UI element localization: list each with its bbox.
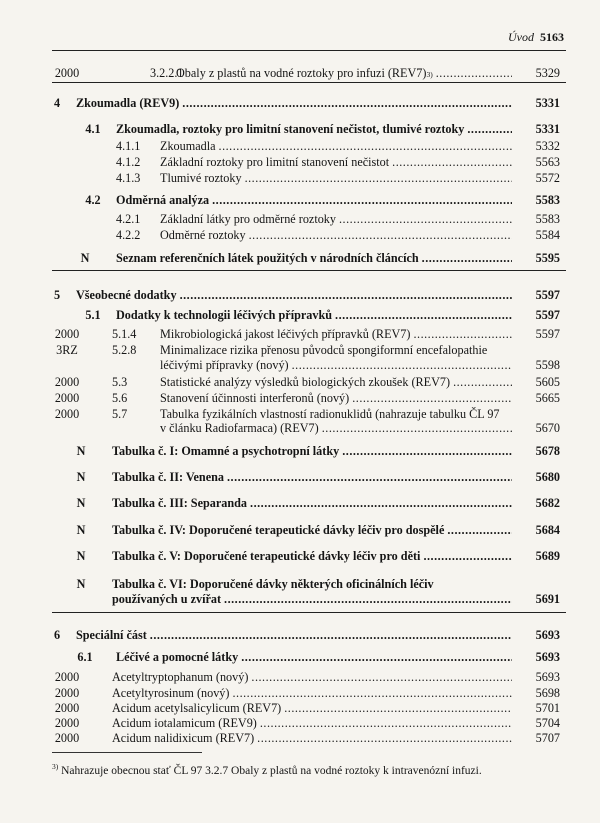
footnote-rule (52, 752, 202, 753)
entry-title: Tabulka č. I: Omamné a psychotropní látky (112, 444, 340, 458)
entry-number: 5.2.8 (112, 343, 137, 357)
entry-number: 5.3 (112, 375, 128, 389)
entry-title: Dodatky k technologii léčivých přípravků (116, 308, 333, 322)
entry-code: 6 (53, 628, 61, 642)
entry-code: 5 (53, 288, 61, 302)
section-title: Úvod (508, 30, 534, 44)
entry-title: Odměrná analýza (116, 193, 210, 207)
entry-title: Základní roztoky pro limitní stanovení nečistot (160, 155, 390, 169)
entry-page: 5670 (535, 421, 560, 435)
entry-code: N (76, 577, 86, 591)
entry-number: 4.1.3 (116, 171, 141, 185)
section-divider (52, 270, 566, 271)
entry-page: 5701 (535, 701, 560, 715)
entry-number: 4.2.1 (116, 212, 141, 226)
entry-code: 2000 (54, 670, 80, 684)
entry-title: Acidum acetylsalicylicum (REV7) (112, 701, 282, 715)
entry-title: Všeobecné dodatky (76, 288, 177, 302)
entry-number: 3.2.2.1 (150, 66, 184, 80)
entry-title-continuation: v článku Radiofarmaca) (REV7) (160, 421, 319, 435)
entry-code: 4 (53, 96, 61, 110)
entry-page: 5572 (535, 171, 560, 185)
entry-title: Odměrné roztoky (160, 228, 246, 242)
entry-code: 6.1 (77, 650, 93, 664)
entry-title: Acetyltryptophanum (nový) (112, 670, 249, 684)
entry-page: 5332 (535, 139, 560, 153)
entry-title-continuation: léčivými přípravky (nový) (160, 358, 289, 372)
entry-page: 5693 (535, 650, 560, 664)
entry-title: Acidum iotalamicum (REV9) (112, 716, 257, 730)
entry-page: 5563 (535, 155, 560, 169)
entry-code: 4.2 (85, 193, 101, 207)
entry-page: 5597 (535, 308, 560, 322)
entry-title: Tabulka č. VI: Doporučené dávky některých oficinálních léčiv (112, 577, 434, 591)
entry-code: N (76, 523, 86, 537)
entry-title: Mikrobiologická jakost léčivých přípravků (REV7) (160, 327, 411, 341)
entry-title: Základní látky pro odměrné roztoky (160, 212, 336, 226)
entry-code: N (76, 549, 86, 563)
entry-page: 5665 (535, 391, 560, 405)
running-header (0, 30, 600, 48)
entry-title: Acidum nalidixicum (REV7) (112, 731, 255, 745)
entry-page: 5707 (535, 731, 560, 745)
entry-page: 5595 (535, 251, 560, 265)
entry-code: N (76, 444, 86, 458)
entry-code: N (80, 251, 90, 265)
entry-title: Seznam referenčních látek použitých v národních článcích (116, 251, 419, 265)
entry-title: Tlumivé roztoky (160, 171, 242, 185)
entry-page: 5689 (535, 549, 560, 563)
entry-page: 5331 (535, 122, 560, 136)
entry-page: 5693 (535, 670, 560, 684)
entry-title: Zkoumadla (160, 139, 216, 153)
entry-code: 2000 (54, 686, 80, 700)
entry-title: Tabulka č. IV: Doporučené terapeutické dávky léčiv pro dospělé (112, 523, 445, 537)
entry-title: Zkoumadla, roztoky pro limitní stanovení nečistot, tlumivé roztoky (116, 122, 465, 136)
entry-code: N (76, 470, 86, 484)
entry-page: 5605 (535, 375, 560, 389)
entry-number: 5.7 (112, 407, 128, 421)
entry-title: Speciální část (76, 628, 147, 642)
entry-page: 5704 (535, 716, 560, 730)
entry-code: 4.1 (85, 122, 101, 136)
entry-page: 5680 (535, 470, 560, 484)
entry-code: 2000 (54, 701, 80, 715)
entry-number: 4.1.2 (116, 155, 141, 169)
entry-page: 5691 (535, 592, 560, 606)
entry-title: Tabulka č. II: Venena (112, 470, 224, 484)
entry-title: Statistické analýzy výsledků biologických zkoušek (REV7) (160, 375, 451, 389)
entry-page: 5331 (535, 96, 560, 110)
entry-page: 5597 (535, 327, 560, 341)
entry-page: 5684 (535, 523, 560, 537)
entry-code: 2000 (54, 407, 80, 421)
entry-code: 3RZ (56, 343, 78, 357)
entry-title: Obaly z plastů na vodné roztoky pro infuzi (REV7) (176, 66, 427, 80)
entry-title: Zkoumadla (REV9) (76, 96, 180, 110)
entry-number: 5.6 (112, 391, 128, 405)
entry-page: 5598 (535, 358, 560, 372)
entry-number: 5.1.4 (112, 327, 137, 341)
entry-code: 2000 (54, 731, 80, 745)
entry-code: 2000 (54, 391, 80, 405)
entry-page: 5597 (535, 288, 560, 302)
entry-code: N (76, 496, 86, 510)
entry-title: Stanovení účinnosti interferonů (nový) (160, 391, 350, 405)
entry-page: 5698 (535, 686, 560, 700)
entry-page: 5583 (535, 212, 560, 226)
entry-code: 2000 (54, 66, 80, 80)
entry-number: 4.1.1 (116, 139, 141, 153)
entry-number: 4.2.2 (116, 228, 141, 242)
entry-title: Tabulka fyzikálních vlastností radionuklidů (nahrazuje tabulku ČL 97 (160, 407, 500, 421)
entry-page: 5678 (535, 444, 560, 458)
entry-page: 5682 (535, 496, 560, 510)
header-rule (52, 50, 566, 51)
entry-title: Léčivé a pomocné látky (116, 650, 239, 664)
entry-code: 2000 (54, 716, 80, 730)
entry-page: 5584 (535, 228, 560, 242)
footnote-reference: 3) (426, 70, 433, 79)
entry-page: 5693 (535, 628, 560, 642)
entry-page: 5583 (535, 193, 560, 207)
page-number: 5163 (540, 30, 564, 44)
entry-title: Minimalizace rizika přenosu původců spongiformní encefalopathie (160, 343, 488, 357)
entry-code: 5.1 (85, 308, 101, 322)
entry-title-continuation: používaných u zvířat (112, 592, 222, 606)
footnote-text: Nahrazuje obecnou stať ČL 97 3.2.7 Obaly z plastů na vodné roztoky k intravenózní infuzi. (61, 764, 482, 777)
entry-code: 2000 (54, 375, 80, 389)
entry-title: Tabulka č. III: Separanda (112, 496, 248, 510)
section-divider (52, 82, 566, 83)
entry-title: Acetyltyrosinum (nový) (112, 686, 230, 700)
footnote (52, 762, 482, 777)
entry-title: Tabulka č. V: Doporučené terapeutické dávky léčiv pro děti (112, 549, 421, 563)
entry-page: 5329 (535, 66, 560, 80)
footnote-mark: 3) (52, 762, 59, 771)
entry-code: 2000 (54, 327, 80, 341)
section-divider (52, 612, 566, 613)
